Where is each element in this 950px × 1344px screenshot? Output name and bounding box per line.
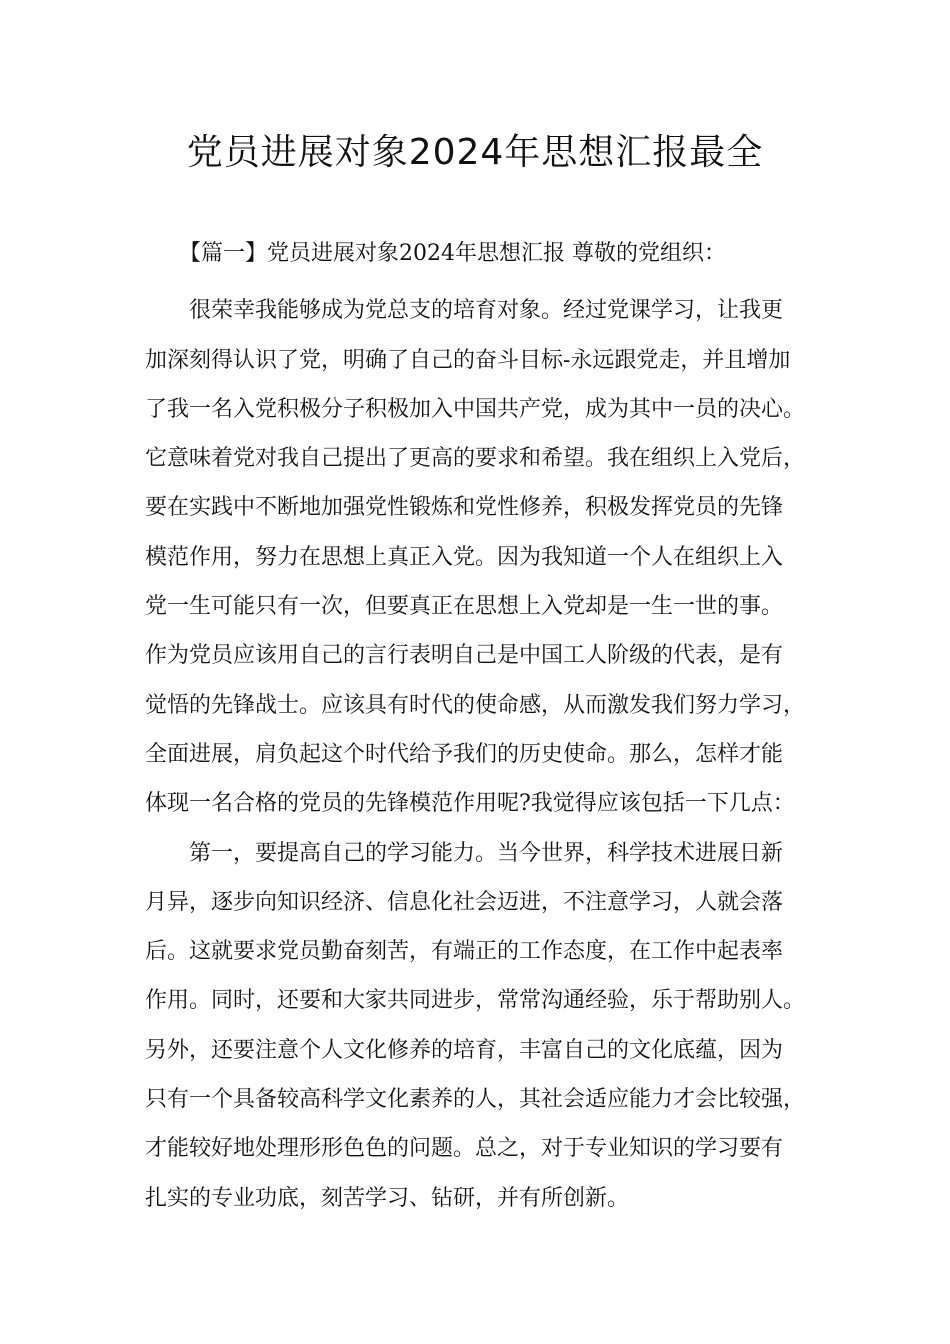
document-body: [145, 229, 817, 1223]
paragraph-line: 作用。同时，还要和大家共同进步，常常沟通经验，乐于帮助别人。: [145, 988, 806, 1014]
paragraph-line: 才能较好地处理形形色色的问题。总之，对于专业知识的学习要有: [145, 1136, 784, 1162]
paragraph-line: 模范作用，努力在思想上真正入党。因为我知道一个人在组织上入: [145, 544, 784, 570]
paragraph-line: 它意味着党对我自己提出了更高的要求和希望。我在组织上入党后，: [145, 446, 806, 472]
paragraph-line: 党一生可能只有一次，但要真正在思想上入党却是一生一世的事。: [145, 594, 784, 620]
paragraph-line: 扎实的专业功底，刻苦学习、钻研，并有所创新。: [145, 1185, 630, 1211]
paragraph-line: 很荣幸我能够成为党总支的培育对象。经过党课学习，让我更: [189, 298, 784, 324]
paragraph-line: 后。这就要求党员勤奋刻苦，有端正的工作态度，在工作中起表率: [145, 939, 784, 965]
paragraph-line: 作为党员应该用自己的言行表明自己是中国工人阶级的代表，是有: [145, 643, 784, 669]
section-heading-line: 【篇一】党员进展对象2024年思想汇报 尊敬的党组织：: [179, 241, 726, 266]
paragraph-line: 全面进展，肩负起这个时代给予我们的历史使命。那么，怎样才能: [145, 741, 784, 767]
paragraph-line: 第一，要提高自己的学习能力。当今世界，科学技术进展日新: [189, 840, 784, 866]
paragraph-line: 另外，还要注意个人文化修养的培育，丰富自己的文化底蕴，因为: [145, 1037, 784, 1063]
document-title: 党员进展对象2024年思想汇报最全: [186, 132, 764, 173]
paragraph-line: 觉悟的先锋战士。应该具有时代的使命感，从而激发我们努力学习，: [145, 692, 806, 718]
paragraph-line: 只有一个具备较高科学文化素养的人，其社会适应能力才会比较强，: [145, 1087, 806, 1113]
paragraph-line: 月异，逐步向知识经济、信息化社会迈进，不注意学习，人就会落: [145, 889, 784, 915]
paragraph-gap: [145, 278, 817, 286]
paragraph-line: 加深刻得认识了党，明确了自己的奋斗目标-永远跟党走，并且增加: [145, 347, 791, 373]
paragraph-line: 了我一名入党积极分子积极加入中国共产党，成为其中一员的决心。: [145, 396, 806, 422]
paragraph-line: 要在实践中不断地加强党性锻炼和党性修养，积极发挥党员的先锋: [145, 495, 784, 521]
paragraph-line: 体现一名合格的党员的先锋模范作用呢?我觉得应该包括一下几点：: [145, 791, 795, 817]
